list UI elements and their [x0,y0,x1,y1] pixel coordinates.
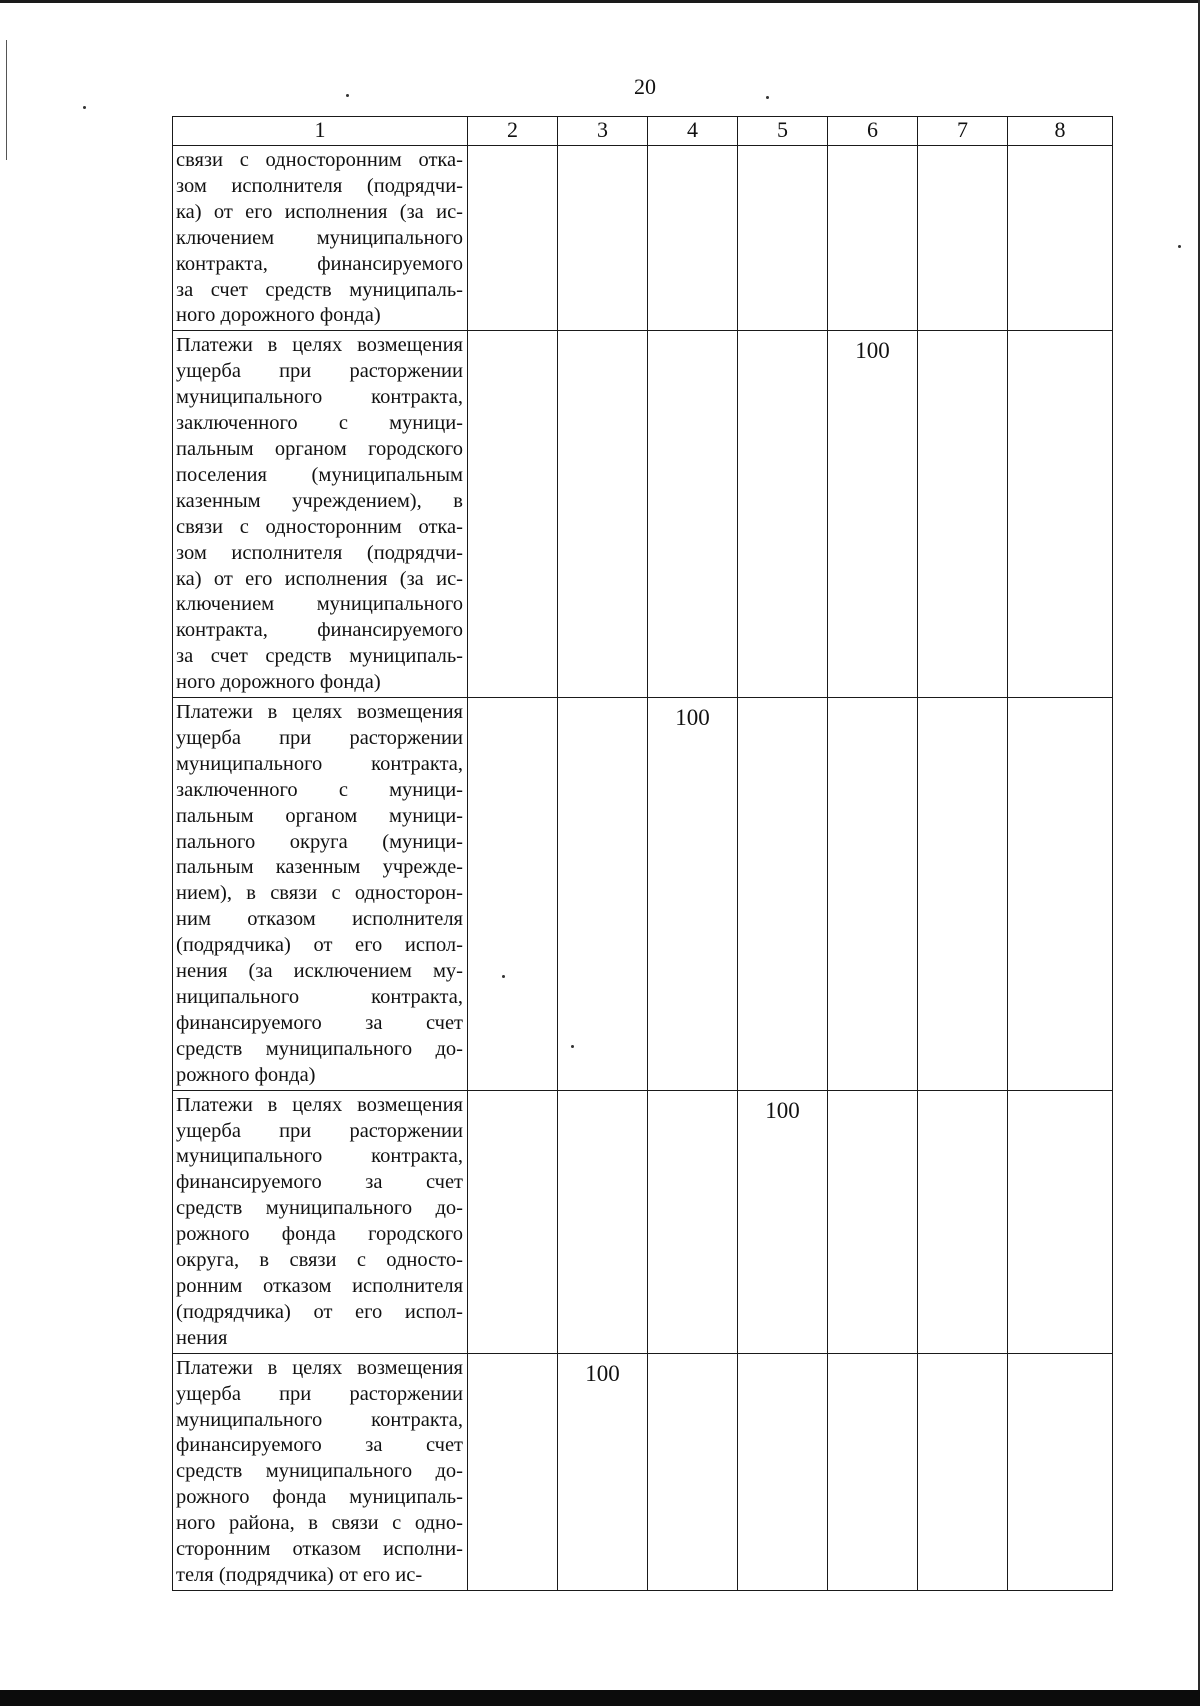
scan-bottom-band [0,1690,1200,1706]
description-line: рожного фонда) [176,1063,316,1086]
value-cell-col-7 [918,1353,1008,1590]
description-line: ного дорожного фонда) [176,671,381,694]
value-cell-col-5: 100 [738,1090,828,1353]
value-cell-col-7 [918,331,1008,698]
scan-left-mark [6,40,7,160]
description-line: за счет средств муниципаль- [176,645,463,668]
value-cell-col-5 [738,146,828,331]
value-cell-col-7 [918,698,1008,1091]
value-cell-col-2 [468,698,558,1091]
payment-description-cell [173,1090,468,1353]
description-line: (подрядчика) от его испол- [176,1300,463,1323]
value-cell-col-2 [468,146,558,331]
description-line: муниципального контракта, [176,752,463,775]
table-body [173,146,1113,1591]
scan-top-edge [0,0,1200,3]
value-cell-col-4: 100 [648,698,738,1091]
description-line: теля (подрядчика) от его ис- [176,1563,423,1586]
description-line: пального округа (муници- [176,830,463,853]
data-table [172,116,1113,1591]
table-row [173,1353,1113,1590]
description-line: муниципального контракта, [176,1408,463,1431]
payment-description-cell [173,146,468,331]
value-cell-col-8 [1008,1090,1113,1353]
value-cell-col-2 [468,1090,558,1353]
description-line: за счет средств муниципаль- [176,278,463,301]
description-line: пальным органом муници- [176,804,463,827]
description-line: (подрядчика) от его испол- [176,934,463,957]
description-line: связи с односторонним отка- [176,149,463,171]
column-header: 1 [173,117,468,146]
description-line: Платежи в целях возмещения [176,334,463,357]
value-cell-col-2 [468,331,558,698]
description-line: финансируемого за счет [176,1434,463,1457]
description-line: ущерба при расторжении [176,1382,463,1405]
description-line: контракта, финансируемого [176,619,463,642]
description-line: ключением муниципального [176,226,463,249]
value-cell-col-6 [828,1090,918,1353]
value-cell-col-5 [738,1353,828,1590]
description-line: сторонним отказом исполни- [176,1538,463,1561]
value-cell-col-7 [918,146,1008,331]
description-line: нения [176,1326,228,1349]
value-cell-col-6: 100 [828,331,918,698]
table-row [173,1090,1113,1353]
scan-speck [1178,245,1181,248]
value-cell-col-4 [648,1090,738,1353]
description-line: казенным учреждением), в [176,489,463,512]
description-line: финансируемого за счет [176,1011,463,1034]
description-line: нения (за исключением му- [176,960,463,983]
value-cell-col-3 [558,1090,648,1353]
value-cell-col-6 [828,1353,918,1590]
description-line: пальным органом городского [176,437,463,460]
description-line: Платежи в целях возмещения [176,1356,463,1379]
payment-description-cell [173,331,468,698]
description-line: Платежи в целях возмещения [176,1093,463,1116]
description-line: зом исполнителя (подрядчи- [176,541,463,564]
description-line: финансируемого за счет [176,1171,463,1194]
description-line: муниципального контракта, [176,386,463,409]
column-header: 2 [468,117,558,146]
value-cell-col-5 [738,331,828,698]
scan-speck [766,96,769,99]
description-line: Платежи в целях возмещения [176,701,463,724]
value-cell-col-3 [558,146,648,331]
description-line: рожного фонда муниципаль- [176,1486,463,1509]
description-line: ним отказом исполнителя [176,908,463,931]
value-cell-col-2 [468,1353,558,1590]
column-header: 8 [1008,117,1113,146]
scan-speck [83,106,86,109]
value-cell-col-8 [1008,331,1113,698]
description-line: заключенного с муници- [176,778,463,801]
description-line: рожного фонда городского [176,1223,463,1246]
description-line: средств муниципального до- [176,1197,463,1220]
description-line: поселения (муниципальным [176,463,463,486]
value-cell-col-7 [918,1090,1008,1353]
value-cell-col-4 [648,1353,738,1590]
description-line: заключенного с муници- [176,412,463,435]
description-line: средств муниципального до- [176,1037,463,1060]
value-cell-col-3: 100 [558,1353,648,1590]
description-line: ниципального контракта, [176,986,463,1008]
column-header: 3 [558,117,648,146]
description-line: ного района, в связи с одно- [176,1512,463,1535]
value-cell-col-4 [648,331,738,698]
value-cell-col-8 [1008,698,1113,1091]
description-line: зом исполнителя (подрядчи- [176,174,463,197]
column-header: 7 [918,117,1008,146]
value-cell-col-6 [828,698,918,1091]
column-header: 4 [648,117,738,146]
value-cell-col-6 [828,146,918,331]
description-line: ущерба при расторжении [176,1119,463,1142]
description-line: связи с односторонним отка- [176,515,463,538]
payment-description-cell [173,698,468,1091]
description-line: муниципального контракта, [176,1145,463,1168]
column-number-row [173,117,1113,146]
description-line: ключением муниципального [176,593,463,616]
description-line: нием), в связи с односторон- [176,882,463,905]
value-cell-col-8 [1008,1353,1113,1590]
description-line: пальным казенным учрежде- [176,856,463,879]
description-line: контракта, финансируемого [176,252,463,275]
description-line: ка) от его исполнения (за ис- [176,200,463,223]
description-line: ного дорожного фонда) [176,304,381,327]
scan-speck [346,94,349,97]
value-cell-col-8 [1008,146,1113,331]
description-line: ронним отказом исполнителя [176,1274,463,1297]
description-line: ка) от его исполнения (за ис- [176,567,463,590]
table-row [173,146,1113,331]
value-cell-col-5 [738,698,828,1091]
table-row [173,698,1113,1091]
page-number: 20 [634,74,656,99]
value-cell-col-4 [648,146,738,331]
payment-description-cell [173,1353,468,1590]
description-line: средств муниципального до- [176,1460,463,1483]
value-cell-col-3 [558,331,648,698]
column-header: 5 [738,117,828,146]
description-line: округа, в связи с односто- [176,1249,463,1272]
value-cell-col-3 [558,698,648,1091]
table-row [173,331,1113,698]
column-header: 6 [828,117,918,146]
description-line: ущерба при расторжении [176,360,463,383]
description-line: ущерба при расторжении [176,726,463,749]
